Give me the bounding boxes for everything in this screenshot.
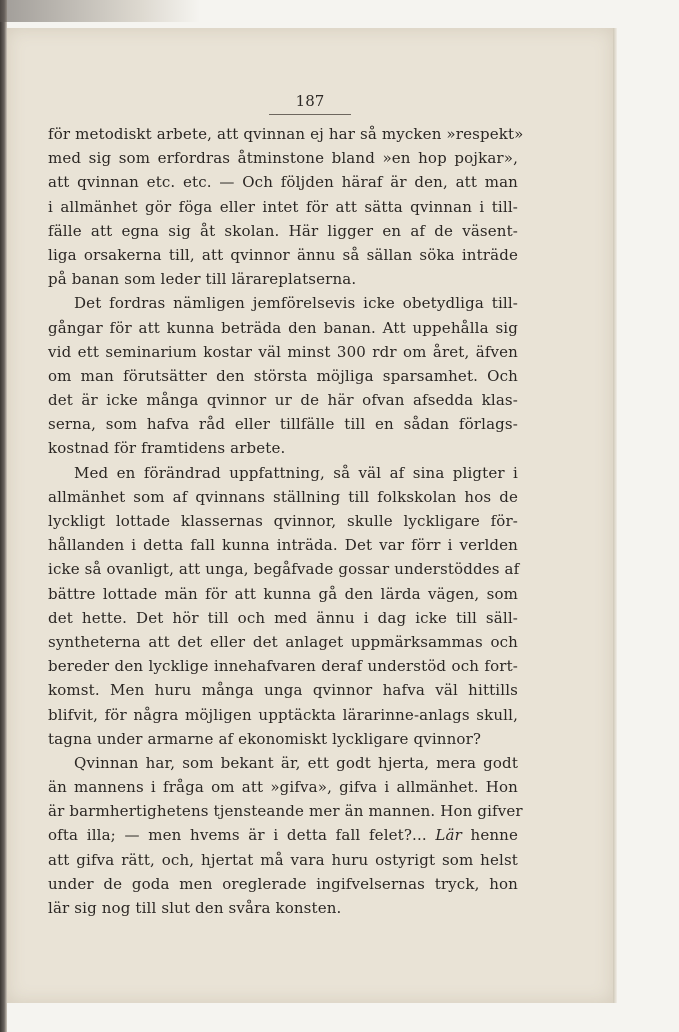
text-line [48,775,518,799]
text-line-content: fälle att egna sig åt skolan. Här ligger en af de väsent- [48,221,518,240]
text-line-content: att gifva rätt, och, hjertat må vara huru ostyrigt som helst [48,850,518,869]
text-line [48,146,518,170]
text-line [48,751,518,775]
text-line-content: lyckligt lottade klassernas qvinnor, skulle lyckligare för- [48,512,518,530]
text-line-content: liga orsakerna till, att qvinnor ännu så sällan söka inträde [48,245,518,264]
text-line [48,461,518,485]
text-line [48,557,518,581]
text-line [48,509,518,533]
text-line [48,896,518,920]
text-line [48,316,518,340]
text-line [48,799,523,823]
italic-emphasis: Lär [435,826,462,845]
book-spine-edge [0,0,7,1032]
text-line [48,219,518,243]
text-line-content: kostnad för framtidens arbete. [48,439,286,458]
text-line [48,170,518,194]
text-line-content: vid ett seminarium kostar väl minst 300 rdr om året, äfven [48,342,518,361]
text-line [48,848,518,872]
text-line-content: komst. Men huru många unga qvinnor hafva väl hittills [48,681,518,700]
text-line-content: ofta illa; — men hvems är i detta fall felet?... [48,826,436,845]
text-line-content: bereder den lycklige innehafvaren deraf understöd och fort- [48,657,518,676]
text-line [48,412,518,436]
text-line [48,388,518,412]
text-line [48,485,518,509]
scan-top-shadow [0,0,200,22]
text-line [48,703,518,727]
text-line [48,364,518,388]
text-line-content: icke så ovanligt, att unga, begåfvade gossar understöddes af [48,560,520,579]
text-line [48,195,518,219]
text-line-tail: henne [461,826,519,845]
text-line-content: än mannens i fråga om att »gifva», gifva i allmänhet. Hon [48,778,518,797]
text-line [48,872,518,896]
text-line [48,533,518,557]
text-line-content: tagna under armarne af ekonomiskt lyckligare qvinnor? [48,729,482,748]
text-line [48,340,518,364]
text-line-content: om man förutsätter den största möjliga sparsamhet. Och [48,366,518,385]
book-page [7,28,613,1003]
page-edge [613,28,617,1003]
text-line-content: gångar för att kunna beträda den banan. Att uppehålla sig [48,318,518,337]
text-line [48,291,518,315]
text-line-content: hållanden i detta fall kunna inträda. Det var förr i verlden [48,536,518,555]
text-line-content: allmänhet som af qvinnans ställning till folkskolan hos de [48,487,518,506]
page-number-rule [269,114,351,115]
text-line-content: Qvinnan har, som bekant är, ett godt hjerta, mera godt [74,753,518,772]
text-line-content: bättre lottade män för att kunna gå den lärda vägen, som [48,584,518,603]
text-line [48,582,518,606]
text-line-content: med sig som erfordras åtminstone bland »en hop pojkar», [48,149,518,168]
text-line [48,243,518,267]
text-line-content: är barmhertighetens tjensteande mer än mannen. Hon gifver [48,802,523,821]
text-line [48,267,518,291]
body-text [48,122,524,920]
text-line [48,654,518,678]
text-line-content: blifvit, för några möjligen upptäckta lärarinne-anlags skull, [48,705,518,724]
text-line-content: Med en förändrad uppfattning, så väl af sina pligter i [74,463,518,482]
text-line [48,678,518,702]
text-line-content: Det fordras nämligen jemförelsevis icke obetydliga till- [74,294,518,313]
text-line [48,630,518,654]
text-line-content: det är icke många qvinnor ur de här ofvan afsedda klas- [48,391,518,410]
text-line-content: serna, som hafva råd eller tillfälle till en sådan förlags- [48,415,518,434]
text-line-content: för metodiskt arbete, att qvinnan ej har så mycken »respekt» [48,125,524,143]
text-line [48,727,518,751]
text-line-content: lär sig nog till slut den svåra konsten. [48,899,342,917]
text-line-content: i allmänhet gör föga eller intet för att sätta qvinnan i till- [48,197,518,216]
text-line [48,122,524,146]
text-line-content: det hette. Det hör till och med ännu i dag icke till säll- [48,608,518,627]
page-number: 187 [295,92,325,110]
text-line-content: på banan som leder till lärareplatserna. [48,270,357,289]
text-line-content: syntheterna att det eller det anlaget uppmärksammas och [48,632,518,651]
text-line [48,823,518,847]
text-line-content: under de goda men oreglerade ingifvelsernas tryck, hon [48,874,518,893]
text-line [48,436,518,460]
text-line [48,606,518,630]
text-line-content: att qvinnan etc. etc. — Och följden häraf är den, att man [48,173,518,192]
